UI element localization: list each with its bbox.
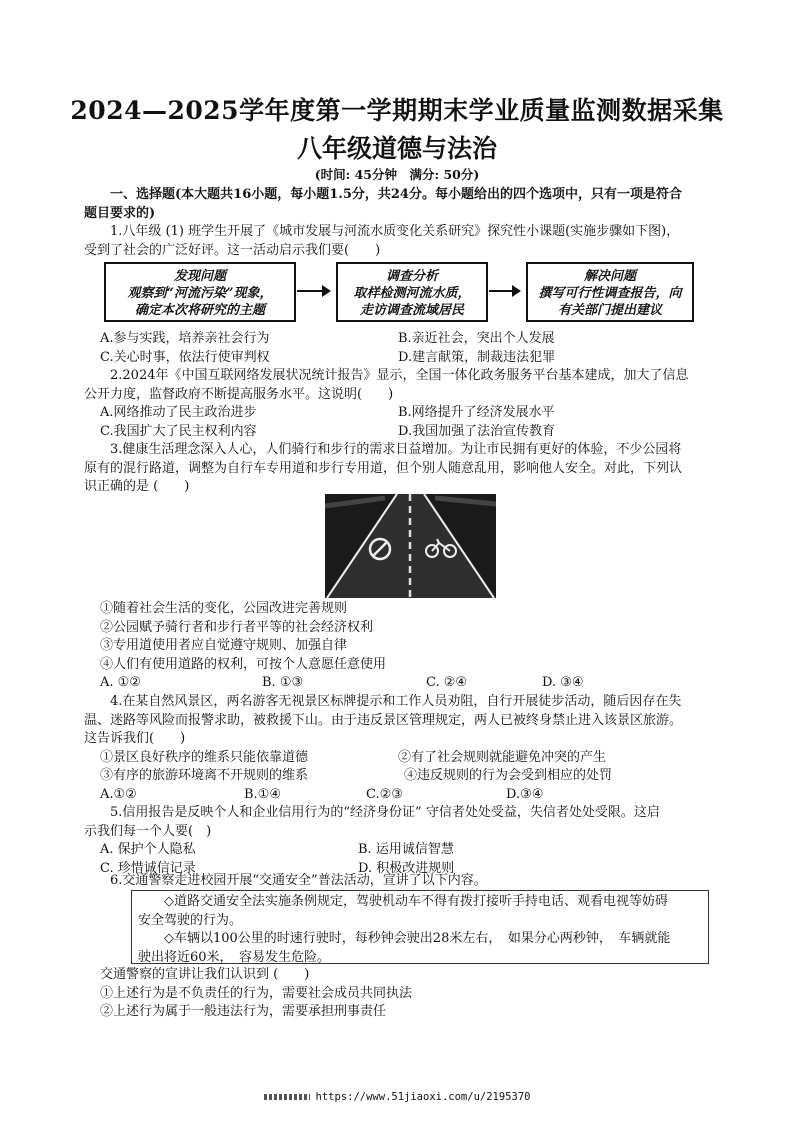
flow-step-title: 调查分析	[385, 269, 438, 284]
flow-step-text: 观察到“河流污染”现象，	[127, 286, 273, 301]
traffic-notice-box	[131, 890, 709, 964]
flow-step-title: 发现问题	[173, 269, 226, 284]
question-5	[84, 804, 730, 878]
section-heading-line2: 题目要求的)	[84, 205, 156, 221]
question-3-body	[84, 600, 730, 693]
flow-step-title: 解决问题	[583, 269, 636, 284]
option-b: B.①④	[244, 786, 281, 802]
question-6-prompt: 交通警察的宣讲让我们认识到 ( )	[100, 967, 310, 982]
question-6	[84, 872, 730, 891]
option-d: D.③④	[506, 786, 544, 802]
option-d: D.我国加强了法治宣传教育	[398, 423, 556, 439]
question-2	[84, 367, 730, 441]
notice-line: ◇车辆以100公里的时速行驶时，每秒钟会驶出28米左右， 如果分心两秒钟， 车辆就能	[164, 931, 671, 947]
flow-step-text: 走访调查流域居民	[359, 303, 464, 318]
statement-item: ③专用道使用者应自觉遵守规则、加强自律	[100, 638, 348, 654]
question-1	[84, 223, 730, 260]
option-c: C. 珍惜诚信记录	[100, 860, 196, 876]
flow-step-text: 有关部门提出建议	[557, 303, 662, 318]
question-6-body	[100, 966, 746, 1022]
flow-arrow-icon	[489, 290, 519, 292]
question-4-stem-line1: 4.在某自然风景区，两名游客无视景区标牌提示和工作人员劝阻，自行开展徒步活动，随后因存在失	[110, 694, 682, 709]
flow-arrow-icon	[297, 290, 329, 292]
option-d: D. ③④	[542, 675, 584, 691]
option-c: C.②③	[366, 786, 403, 802]
flow-step-text: 撰写可行性调查报告，向	[538, 286, 682, 301]
option-b: B.网络提升了经济发展水平	[398, 405, 555, 421]
statement-item: ①上述行为是不负责任的行为，需要社会成员共同执法	[100, 985, 413, 1001]
statement-item: ②有了社会规则就能避免冲突的产生	[398, 749, 607, 765]
question-2-stem-line2: 公开力度，监督政府不断提高服务水平。这说明( )	[84, 386, 394, 402]
notice-line: 驶出将近60米， 容易发生危险。	[138, 949, 331, 965]
statement-item: ②公园赋予骑行者和步行者平等的社会经济权利	[100, 619, 374, 635]
question-4-stem-line2: 温、迷路等风险而报警求助，被救援下山。由于违反景区管理规定，两人已被终身禁止进入该景区旅游。	[84, 712, 683, 728]
option-a: A.①②	[100, 786, 137, 802]
flow-step-discover	[104, 262, 296, 322]
statement-item: ①随着社会生活的变化，公园改进完善规则	[100, 601, 348, 616]
option-a: A. ①②	[100, 675, 141, 691]
option-b: B. ①③	[262, 675, 304, 691]
notice-line: 安全驾驶的行为。	[138, 912, 243, 928]
exam-time-info: (时间: 45分钟 满分: 50分)	[314, 167, 480, 182]
question-4	[84, 693, 730, 805]
option-c: C. ②④	[426, 675, 468, 691]
site-logo-icon	[264, 1094, 310, 1100]
flow-step-investigate	[336, 262, 488, 322]
exam-subject: 八年级道德与法治	[296, 134, 497, 163]
section-heading-line1: 一、选择题(本大题共16小题，每小题1.5分，共24分。每小题给出的四个选项中，只有一项是符合	[110, 187, 682, 202]
statement-item: ④人们有使用道路的权利，可按个人意愿任意使用	[100, 656, 387, 672]
notice-line: ◇道路交通安全法实施条例规定，驾驶机动车不得有拨打接听手持电话、观看电视等妨碍	[164, 894, 668, 909]
option-b: B. 运用诚信智慧	[358, 842, 454, 858]
section-heading	[84, 186, 730, 223]
q1-flowchart	[104, 262, 694, 326]
question-3-stem-line1: 3.健康生活理念深入人心，人们骑行和步行的需求日益增加。为让市民拥有更好的体验，不少公园将	[110, 442, 682, 457]
question-4-stem-line3: 这告诉我们( )	[84, 731, 186, 747]
option-a: A.参与实践，培养亲社会行为	[100, 331, 270, 346]
question-3-stem-line3: 识正确的是 ( )	[84, 479, 190, 495]
statement-item: ①景区良好秩序的维系只能依靠道德	[100, 749, 309, 765]
question-1-options	[84, 330, 730, 367]
statement-item: ④违反规则的行为会受到相应的处罚	[404, 768, 613, 784]
question-1-stem-line1: 1.八年级 (1) 班学生开展了《城市发展与河流水质变化关系研究》探究性小课题(实施步骤如下图)，	[110, 224, 680, 239]
statement-item: ③有序的旅游环境离不开规则的维系	[100, 768, 309, 784]
option-d: D. 积极改进规则	[358, 860, 455, 876]
question-3	[84, 441, 730, 497]
bike-lane-photo	[325, 494, 496, 598]
question-5-stem-line1: 5.信用报告是反映个人和企业信用行为的“经济身份证” 守信者处处受益，失信者处处受限。这启	[110, 805, 660, 820]
question-6-stem: 6.交通警察走进校园开展“交通安全”普法活动，宣讲了以下内容。	[110, 873, 487, 888]
option-a: A.网络推动了民主政治进步	[100, 405, 257, 421]
page-footer	[0, 1088, 794, 1107]
question-5-stem-line2: 示我们每一个人要( )	[84, 823, 212, 839]
exam-title: 2024—2025学年度第一学期期末学业质量监测数据采集	[70, 96, 724, 125]
statement-item: ②上述行为属于一般违法行为，需要承担刑事责任	[100, 1004, 387, 1020]
flow-step-solve	[526, 262, 694, 322]
option-d: D.建言献策，制裁违法犯罪	[398, 349, 556, 365]
flow-step-text: 确定本次将研究的主题	[134, 303, 265, 318]
option-c: C.关心时事，依法行使审判权	[100, 349, 270, 365]
question-3-stem-line2: 原有的混行路道，调整为自行车专用道和步行专用道，但个别人随意乱用，影响他人安全。对此，下列认	[84, 460, 683, 476]
flow-step-text: 取样检测河流水质，	[353, 286, 471, 301]
option-a: A. 保护个人隐私	[100, 842, 196, 858]
question-2-stem-line1: 2.2024年《中国互联网络发展状况统计报告》显示，全国一体化政务服务平台基本建成，加大了信息	[110, 368, 689, 383]
footer-url[interactable]: https://www.51jiaoxi.com/u/2195370	[315, 1091, 531, 1103]
option-c: C.我国扩大了民主权利内容	[100, 423, 257, 439]
question-1-stem-line2: 受到了社会的广泛好评。这一活动启示我们要( )	[84, 242, 381, 258]
option-b: B.亲近社会，突出个人发展	[398, 331, 555, 346]
